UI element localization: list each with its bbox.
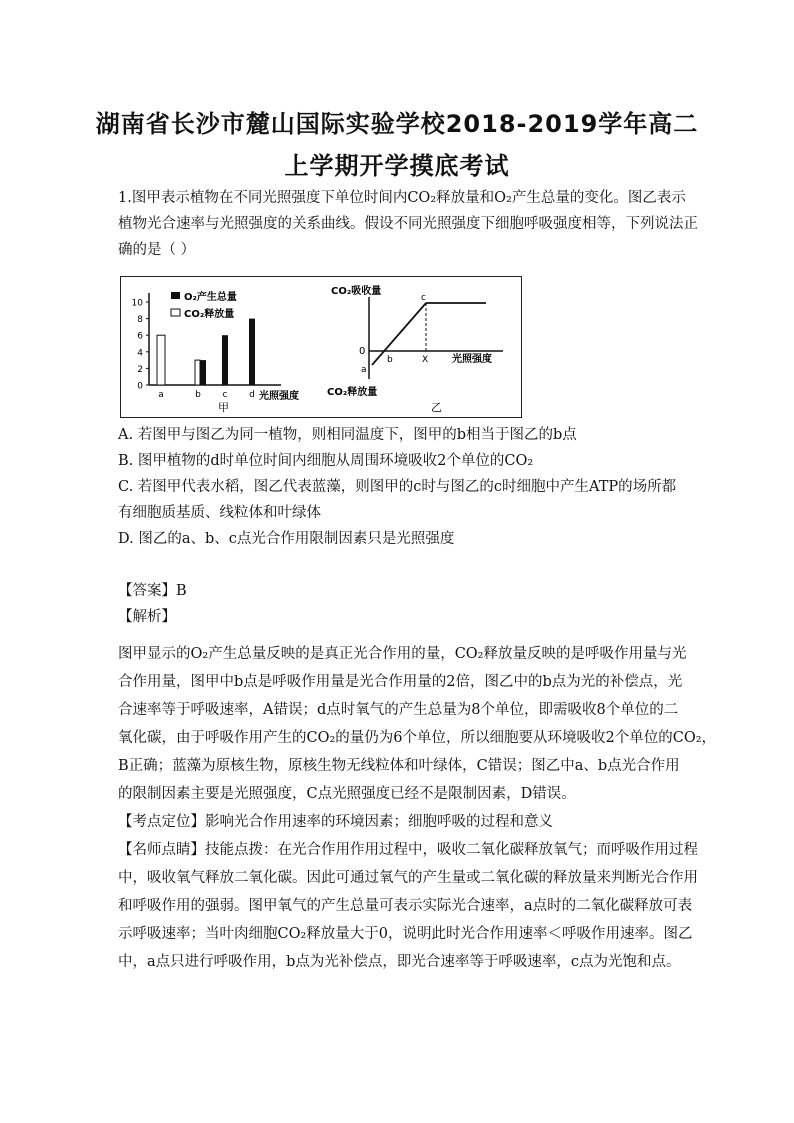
option-c-continued: 有细胞质基质、线粒体和叶绿体 bbox=[118, 505, 321, 521]
exam-title-line1: 湖南省长沙市麓山国际实验学校2018-2019学年高二 bbox=[95, 110, 699, 138]
chart-jia bbox=[132, 290, 299, 414]
jia-category-label: a bbox=[158, 390, 164, 400]
jia-y-tick-label: 2 bbox=[137, 364, 143, 375]
jia-y-tick-label: 8 bbox=[137, 315, 143, 326]
answer-block bbox=[118, 578, 678, 630]
option-c: C. 若图甲代表水稻，图乙代表蓝藻，则图甲的c时与图乙的c时细胞中产生ATP的场所都 bbox=[118, 479, 677, 495]
chart-yi bbox=[327, 284, 503, 414]
legend-o2-swatch bbox=[171, 292, 180, 299]
option-a: A. 若图甲与图乙为同一植物，则相同温度下，图甲的b相当于图乙的b点 bbox=[118, 427, 577, 443]
yi-caption: 乙 bbox=[431, 401, 442, 414]
yi-point-a-label: a bbox=[361, 365, 367, 375]
jia-bar-o2-d bbox=[249, 319, 255, 385]
question-figure bbox=[120, 276, 522, 418]
yi-point-x-label: X bbox=[422, 355, 429, 365]
jia-category-label: c bbox=[222, 390, 228, 400]
jia-y-tick-label: 6 bbox=[137, 331, 143, 342]
jia-category-label: d bbox=[249, 390, 255, 400]
teacher-tip-line: 中，a点只进行呼吸作用，b点为光补偿点，即光合速率等于呼吸速率，c点为光饱和点。 bbox=[118, 954, 681, 970]
yi-point-c-label: c bbox=[421, 293, 426, 303]
explanation-line: 合作用量，图甲中b点是呼吸作用量是光合作用量的2倍，图乙中的b点为光的补偿点，光 bbox=[118, 674, 683, 690]
teacher-tip-line: 示呼吸速率；当叶肉细胞CO₂释放量大于0，说明此时光合作用速率＜呼吸作用速率。图乙 bbox=[118, 926, 693, 942]
yi-point-b-label: b bbox=[387, 355, 393, 365]
explanation-line: 合速率等于呼吸速率，A错误；d点时氧气的产生总量为8个单位，即需吸收8个单位的二 bbox=[118, 702, 679, 718]
exam-title-line2: 上学期开学摸底考试 bbox=[284, 152, 510, 180]
question-line: 植物光合速率与光照强度的关系曲线。假设不同光照强度下细胞呼吸强度相等，下列说法正 bbox=[118, 216, 698, 232]
yi-origin-label: 0 bbox=[359, 346, 366, 357]
explanation-line: B正确；蓝藻为原核生物，原核生物无线粒体和叶绿体，C错误；图乙中a、b点光合作用 bbox=[118, 758, 680, 774]
option-d: D. 图乙的a、b、c点光合作用限制因素只是光照强度 bbox=[118, 531, 455, 547]
jia-y-tick-label: 0 bbox=[137, 381, 143, 392]
jia-category-label: b bbox=[195, 390, 201, 400]
question-stem bbox=[118, 185, 698, 263]
legend-co2-swatch bbox=[171, 309, 180, 316]
jia-bar-co2-a bbox=[157, 335, 165, 385]
options-list bbox=[118, 422, 678, 552]
question-line: 确的是（ ） bbox=[118, 242, 196, 258]
jia-caption: 甲 bbox=[218, 401, 229, 414]
explanation-line: 的限制因素主要是光照强度，C点光照强度已经不是限制因素，D错误。 bbox=[118, 786, 576, 802]
yi-y-label-bottom: CO₂释放量 bbox=[327, 387, 378, 398]
jia-x-label: 光照强度 bbox=[259, 391, 299, 402]
legend-co2-label: CO₂释放量 bbox=[184, 309, 235, 320]
question-line: 1.图甲表示植物在不同光照强度下单位时间内CO₂释放量和O₂产生总量的变化。图乙表示 bbox=[118, 190, 686, 206]
teacher-tip-line: 【名师点睛】技能点拨：在光合作用作用过程中，吸收二氧化碳释放氧气；而呼吸作用过程 bbox=[118, 842, 698, 858]
yi-rising-curve bbox=[372, 303, 429, 365]
yi-x-label: 光照强度 bbox=[452, 354, 492, 365]
knowledge-point-line: 【考点定位】影响光合作用速率的环境因素；细胞呼吸的过程和意义 bbox=[118, 814, 553, 830]
teacher-tip-line: 中，吸收氧气释放二氧化碳。因此可通过氧气的产生量或二氧化碳的释放量来判断光合作用 bbox=[118, 870, 698, 886]
option-b: B. 图甲植物的d时单位时间内细胞从周围环境吸收2个单位的CO₂ bbox=[118, 453, 534, 469]
teacher-tip-line: 和呼吸作用的强弱。图甲氧气的产生总量可表示实际光合速率，a点时的二氧化碳释放可表 bbox=[118, 898, 693, 914]
jia-bar-o2-b bbox=[200, 360, 206, 385]
explanation-line: 图甲显示的O₂产生总量反映的是真正光合作用的量，CO₂释放量反映的是呼吸作用量与光 bbox=[118, 646, 687, 662]
legend-o2-label: O₂产生总量 bbox=[184, 292, 237, 303]
answer-line: 【答案】B bbox=[118, 583, 187, 599]
jia-bar-co2-b bbox=[195, 360, 200, 385]
jia-y-tick-label: 10 bbox=[131, 298, 143, 309]
analysis-heading: 【解析】 bbox=[118, 609, 176, 625]
explanation-block bbox=[118, 640, 717, 976]
jia-bar-o2-c bbox=[222, 335, 228, 385]
figure-svg bbox=[121, 277, 521, 417]
yi-y-label-top: CO₂吸收量 bbox=[331, 286, 382, 297]
jia-y-tick-label: 4 bbox=[137, 348, 143, 359]
explanation-line: 氧化碳，由于呼吸作用产生的CO₂的量仍为6个单位，所以细胞要从环境吸收2个单位的CO₂， bbox=[118, 730, 717, 746]
